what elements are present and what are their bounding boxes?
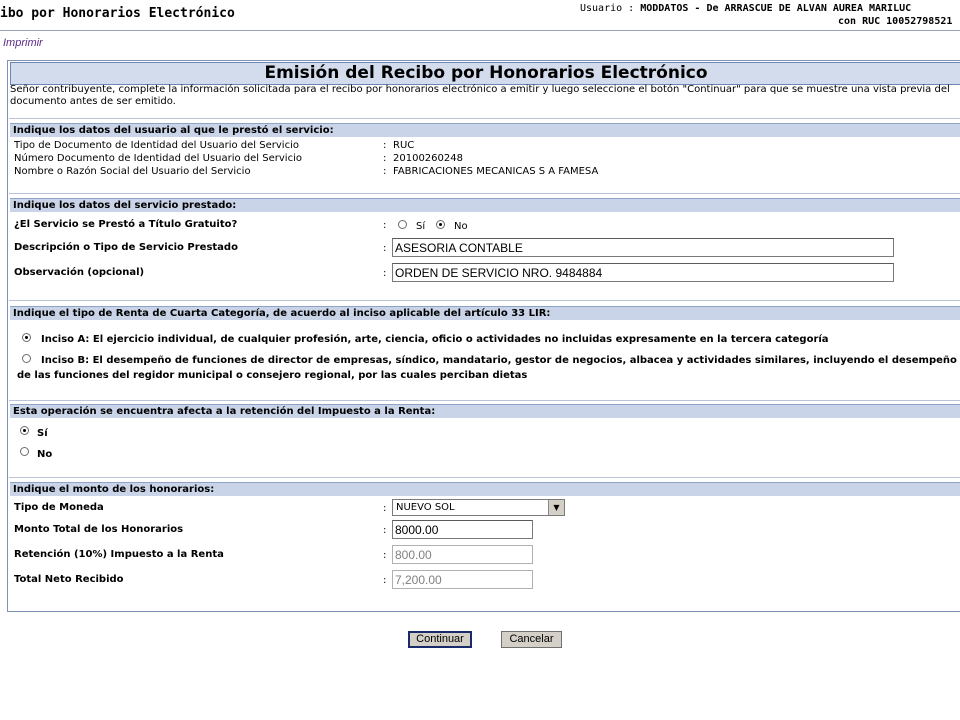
descripcion-label: Descripción o Tipo de Servicio Prestado [14, 242, 238, 253]
cancel-button[interactable]: Cancelar [501, 631, 562, 648]
section-heading-service: Indique los datos del servicio prestado: [10, 198, 960, 212]
section-divider [9, 477, 960, 478]
inciso-b-label: Inciso B: El desempeño de funciones de director de empresas, síndico, mandatario, gestor de negocios, albacea y actividades similares, incluyendo el desempeño [41, 355, 957, 366]
colon: : [383, 243, 387, 254]
section-divider [9, 193, 960, 194]
doc-type-value: RUC [393, 140, 415, 151]
retencion-label: Retención (10%) Impuesto a la Renta [14, 549, 224, 560]
inciso-a-radio[interactable] [22, 333, 31, 342]
gratuito-no-label: No [454, 221, 468, 232]
company-name-label: Nombre o Razón Social del Usuario del Servicio [14, 166, 251, 177]
moneda-select-value: NUEVO SOL [396, 502, 455, 513]
print-link[interactable]: Imprimir [3, 37, 43, 49]
page-title: ibo por Honorarios Electrónico [0, 6, 235, 21]
chevron-down-icon[interactable]: ▼ [548, 500, 564, 515]
intro-text: Señor contribuyente, complete la información solicitada para el recibo por honorarios electrónico a emitir y luego seleccione el botón "Continuar" para que se muestre una vista previa del documento antes de ser emitido. [10, 84, 950, 107]
doc-number-value: 20100260248 [393, 153, 463, 164]
inciso-b-radio[interactable] [22, 354, 31, 363]
observacion-label: Observación (opcional) [14, 267, 145, 278]
section-divider [9, 118, 960, 119]
moneda-select[interactable] [392, 499, 565, 516]
monto-total-input[interactable]: 8000.00 [392, 520, 533, 539]
colon: : [383, 268, 387, 279]
colon: : [383, 166, 387, 177]
gratuito-si-label: Sí [416, 221, 426, 232]
inciso-b-label-cont: de las funciones del regidor municipal o consejero regional, por las cuales perciban dietas [17, 370, 528, 381]
neto-label: Total Neto Recibido [14, 574, 124, 585]
company-name-value: FABRICACIONES MECANICAS S A FAMESA [393, 166, 599, 177]
section-heading-user: Indique los datos del usuario al que le prestó el servicio: [10, 123, 960, 137]
colon: : [383, 140, 387, 151]
section-heading-renta: Indique el tipo de Renta de Cuarta Categoría, de acuerdo al inciso aplicable del artículo 33 LIR: [10, 306, 960, 320]
colon: : [383, 220, 387, 231]
user-ruc: con RUC 10052798521 [838, 16, 953, 27]
retencion-si-label: Sí [37, 428, 48, 439]
continue-button[interactable]: Continuar [408, 631, 472, 648]
monto-total-label: Monto Total de los Honorarios [14, 524, 184, 535]
neto-input: 7,200.00 [392, 570, 533, 589]
gratuito-no-radio[interactable] [436, 220, 445, 229]
inciso-a-label: Inciso A: El ejercicio individual, de cualquier profesión, arte, ciencia, oficio o actividades no incluidas expresamente en la tercera categoría [41, 334, 829, 345]
colon: : [383, 575, 387, 586]
retencion-input: 800.00 [392, 545, 533, 564]
section-heading-monto: Indique el monto de los honorarios: [10, 482, 960, 496]
section-divider [9, 400, 960, 401]
form-title: Emisión del Recibo por Honorarios Electrónico [10, 62, 960, 85]
retencion-no-radio[interactable] [20, 447, 29, 456]
colon: : [383, 503, 387, 514]
colon: : [383, 550, 387, 561]
gratuito-si-radio[interactable] [398, 220, 407, 229]
doc-type-label: Tipo de Documento de Identidad del Usuario del Servicio [14, 140, 299, 151]
gratuito-label: ¿El Servicio se Prestó a Título Gratuito? [14, 219, 238, 230]
retencion-si-radio[interactable] [20, 426, 29, 435]
descripcion-input[interactable]: ASESORIA CONTABLE [392, 238, 894, 257]
doc-number-label: Número Documento de Identidad del Usuario del Servicio [14, 153, 302, 164]
user-name: MODDATOS - De ARRASCUE DE ALVAN AUREA MARILUC [640, 3, 912, 14]
top-bar [0, 0, 960, 31]
observacion-input[interactable]: ORDEN DE SERVICIO NRO. 9484884 [392, 263, 894, 282]
section-divider [9, 300, 960, 301]
colon: : [383, 153, 387, 164]
colon: : [383, 525, 387, 536]
moneda-label: Tipo de Moneda [14, 502, 104, 513]
user-prefix: Usuario : [580, 3, 641, 14]
section-heading-retencion: Esta operación se encuentra afecta a la retención del Impuesto a la Renta: [10, 404, 960, 418]
retencion-no-label: No [37, 449, 53, 460]
